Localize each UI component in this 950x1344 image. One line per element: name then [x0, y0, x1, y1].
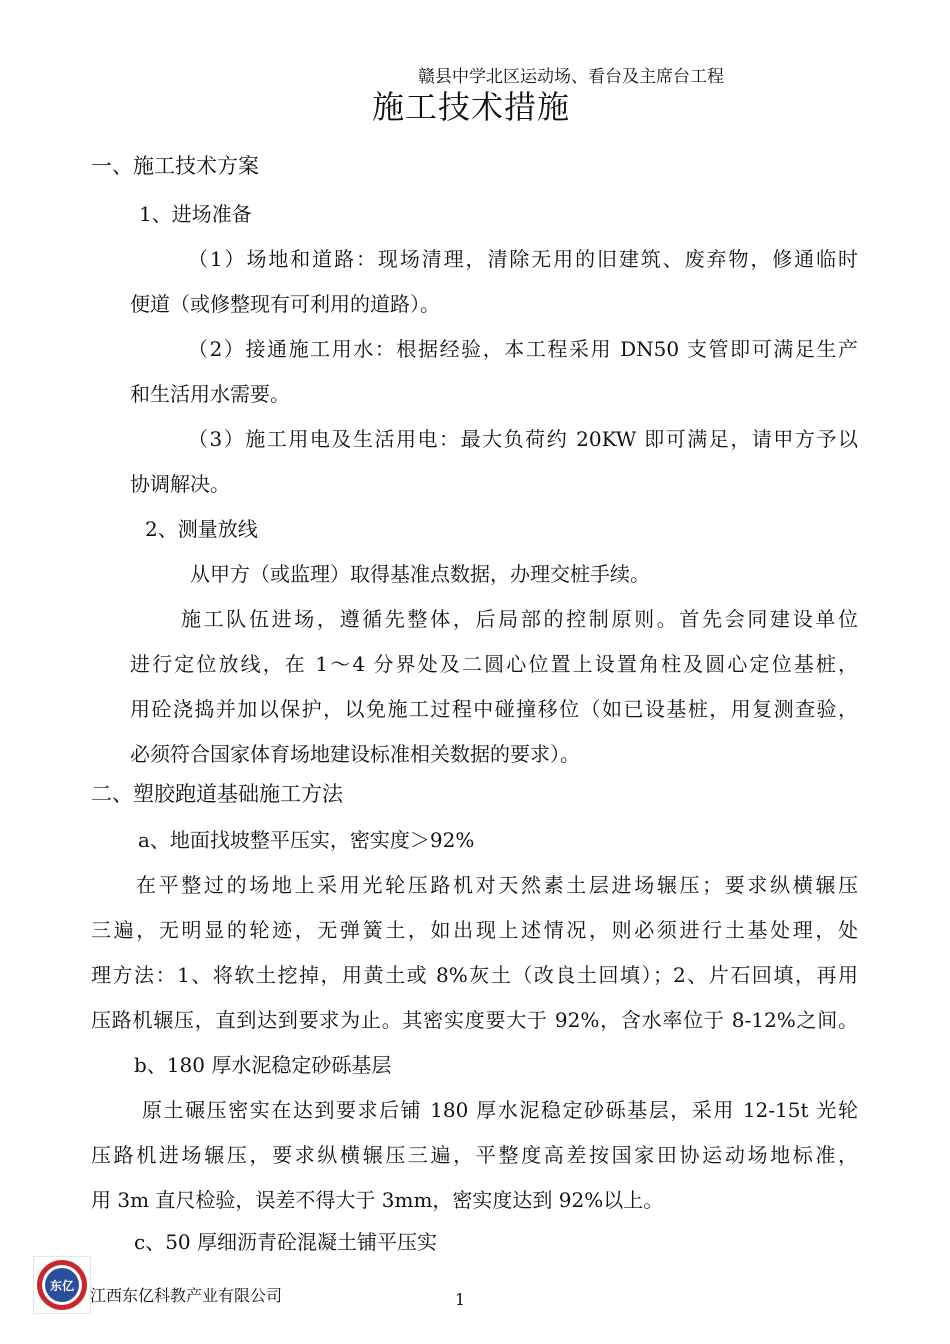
paragraph-line: 理方法：1、将软土挖掉，用黄土或 8%灰土（改良土回填）；2、片石回填，再用 [91, 963, 858, 987]
paragraph-line: 施工队伍进场，遵循先整体，后局部的控制原则。首先会同建设单位 [181, 607, 858, 631]
paragraph-line: 便道（或修整现有可利用的道路）。 [130, 292, 440, 316]
paragraph-line: 原土碾压密实在达到要求后铺 180 厚水泥稳定砂砾基层，采用 12-15t 光轮 [142, 1098, 858, 1122]
paragraph-line: 用砼浇捣并加以保护，以免施工过程中碰撞移位（如已设基桩，用复测查验， [130, 697, 858, 721]
paragraph-line: 三遍，无明显的轮迹，无弹簧土，如出现上述情况，则必须进行土基处理，处 [91, 918, 858, 942]
paragraph-line: 压路机进场辗压，要求纵横辗压三遍，平整度高差按国家田协运动场地标准， [91, 1143, 858, 1167]
company-logo-icon [34, 1257, 90, 1313]
page-number: 1 [455, 1290, 466, 1309]
company-logo [33, 1256, 91, 1314]
subsection-heading-entry-prep: 1、进场准备 [139, 202, 252, 226]
paragraph-line: 和生活用水需要。 [130, 382, 290, 406]
document-title: 施工技术措施 [372, 88, 571, 126]
paragraph-line: （3）施工用电及生活用电：最大负荷约 20KW 即可满足，请甲方予以 [188, 427, 858, 451]
paragraph-line: 压路机辗压，直到达到要求为止。其密实度要大于 92%，含水率位于 8-12%之间。 [91, 1008, 858, 1032]
paragraph-line: （2）接通施工用水：根据经验，本工程采用 DN50 支管即可满足生产 [188, 337, 858, 361]
section-heading-1: 一、施工技术方案 [91, 154, 259, 178]
paragraph-line: 在平整过的场地上采用光轮压路机对天然素土层进场辗压；要求纵横辗压 [136, 873, 858, 897]
document-subtitle: 赣县中学北区运动场、看台及主席台工程 [418, 67, 724, 87]
section-heading-2: 二、塑胶跑道基础施工方法 [91, 782, 343, 806]
paragraph-line: 用 3m 直尺检验，误差不得大于 3mm，密实度达到 92%以上。 [91, 1188, 664, 1212]
paragraph-line: 协调解决。 [130, 472, 230, 496]
paragraph-line: （1）场地和道路：现场清理，清除无用的旧建筑、废弃物，修通临时 [188, 247, 858, 271]
subsection-heading-survey: 2、测量放线 [145, 517, 258, 541]
paragraph-line: 必须符合国家体育场地建设标准相关数据的要求）。 [130, 742, 580, 766]
subsection-heading-b: b、180 厚水泥稳定砂砾基层 [134, 1053, 392, 1077]
logo-text: 东亿 [49, 1279, 75, 1293]
footer-company-name: 江西东亿科教产业有限公司 [90, 1286, 283, 1305]
subsection-heading-a: a、地面找坡整平压实，密实度＞92% [138, 828, 475, 852]
subsection-heading-c: c、50 厚细沥青砼混凝土铺平压实 [134, 1230, 438, 1254]
paragraph-line: 从甲方（或监理）取得基准点数据，办理交桩手续。 [190, 562, 650, 586]
paragraph-line: 进行定位放线，在 1～4 分界处及二圆心位置上设置角柱及圆心定位基桩， [130, 652, 858, 676]
